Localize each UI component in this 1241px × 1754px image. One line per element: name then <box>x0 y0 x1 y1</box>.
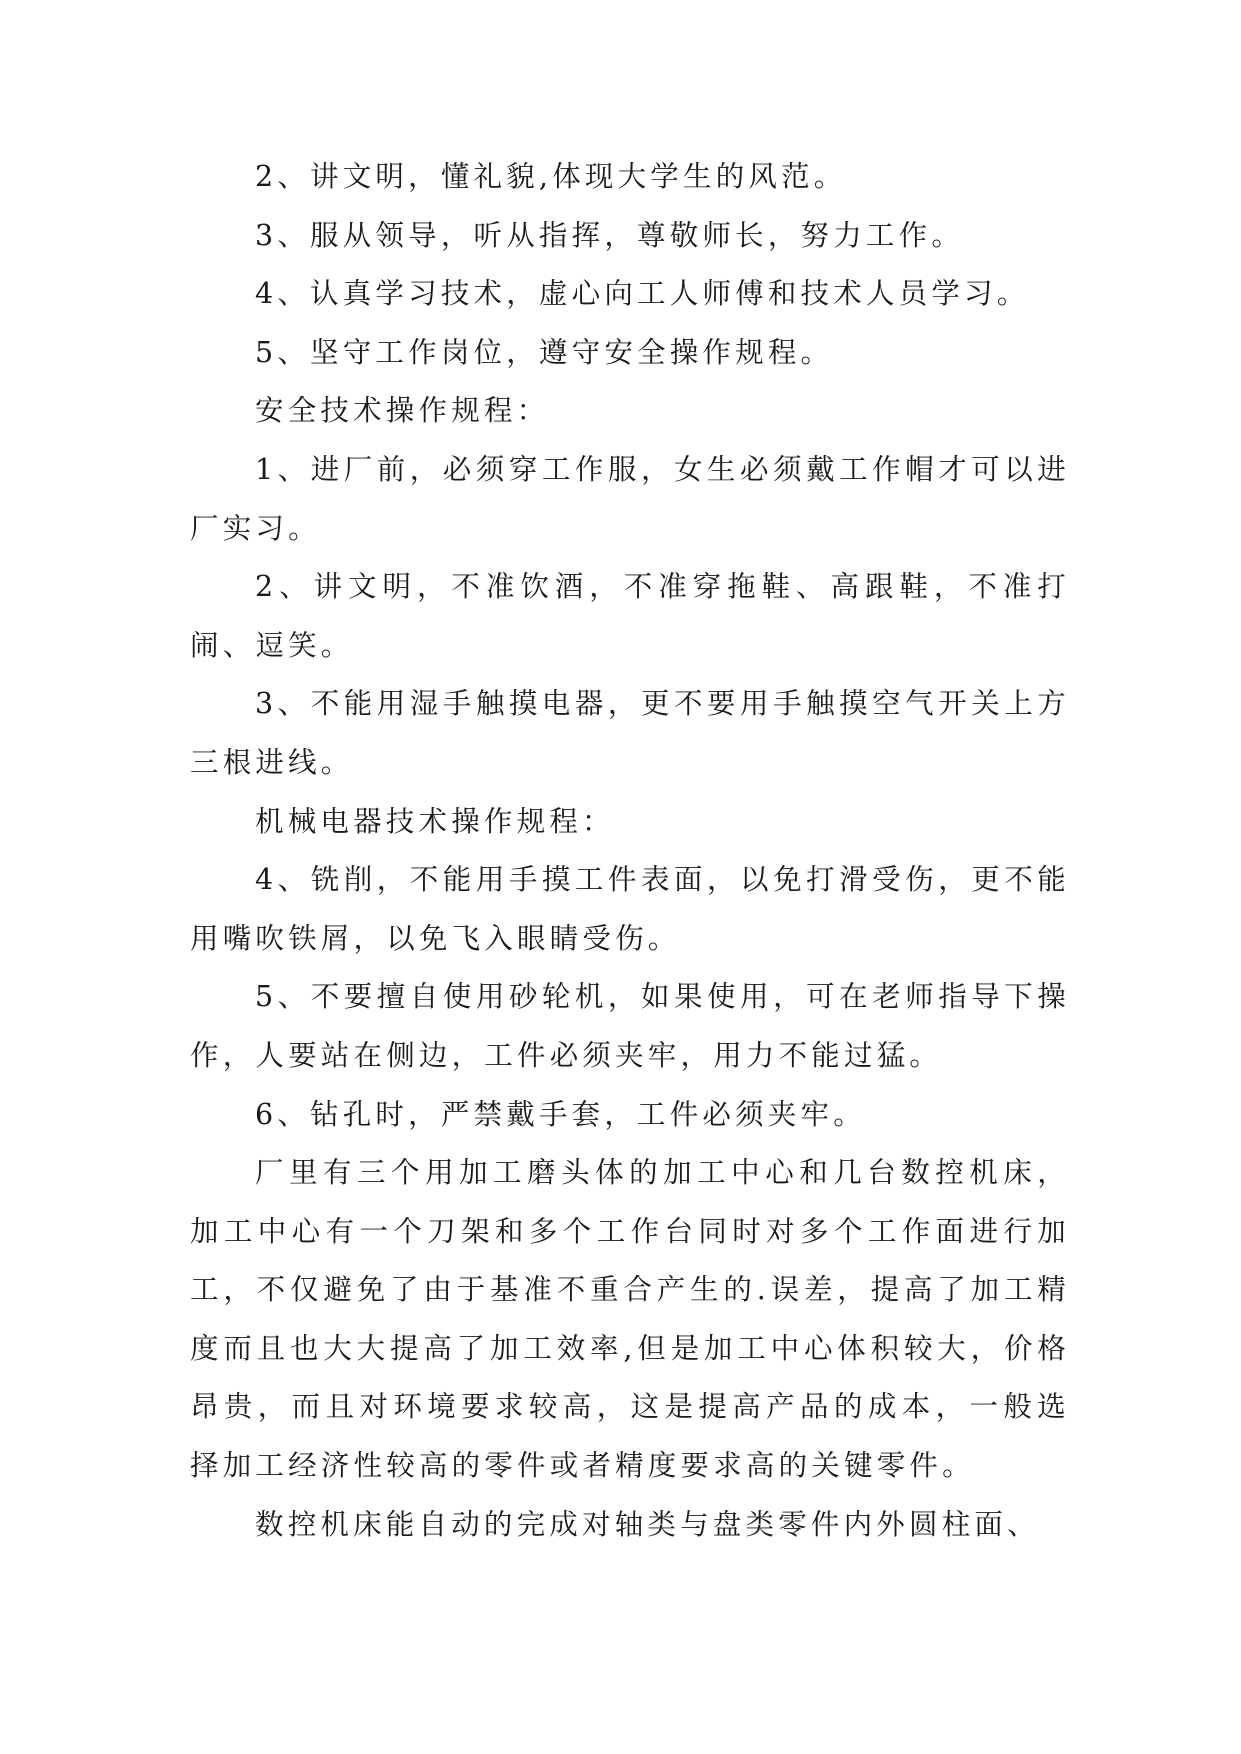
paragraph: 厂里有三个用加工磨头体的加工中心和几台数控机床，加工中心有一个刀架和多个工作台同时对多个工作面进行加工，不仅避免了由于基准不重合产生的.误差，提高了加工精度而且也大大提高了加工效率,但是加工中心体积较大，价格昂贵，而且对环境要求较高，这是提高产品的成本，一般选择加工经济性较高的零件或者精度要求高的关键零件。 <box>190 1156 1070 1483</box>
paragraph: 2、讲文明，不准饮酒，不准穿拖鞋、高跟鞋，不准打闹、逗笑。 <box>190 570 1070 662</box>
paragraph: 6、钻孔时，严禁戴手套，工件必须夹牢。 <box>255 1097 866 1131</box>
paragraph: 3、服从领导，听从指挥，尊敬师长，努力工作。 <box>255 218 965 252</box>
document-body <box>190 148 1070 1554</box>
paragraph: 5、坚守工作岗位，遵守安全操作规程。 <box>255 335 834 369</box>
paragraph: 5、不要擅自使用砂轮机，如果使用，可在老师指导下操作，人要站在侧边，工件必须夹牢，用力不能过猛。 <box>190 980 1070 1072</box>
paragraph: 1、进厂前，必须穿工作服，女生必须戴工作帽才可以进厂实习。 <box>190 452 1070 545</box>
paragraph: 4、铣削，不能用手摸工件表面，以免打滑受伤，更不能用嘴吹铁屑，以免飞入眼睛受伤。 <box>190 863 1070 955</box>
paragraph: 4、认真学习技术，虚心向工人师傅和技术人员学习。 <box>255 277 1030 311</box>
section-heading: 安全技术操作规程： <box>255 394 550 428</box>
section-heading: 机械电器技术操作规程： <box>255 804 615 838</box>
paragraph: 数控机床能自动的完成对轴类与盘类零件内外圆柱面、 <box>255 1507 1040 1541</box>
paragraph: 2、讲文明，懂礼貌,体现大学生的风范。 <box>255 160 847 193</box>
paragraph: 3、不能用湿手触摸电器，更不要用手触摸空气开关上方三根进线。 <box>190 687 1070 779</box>
